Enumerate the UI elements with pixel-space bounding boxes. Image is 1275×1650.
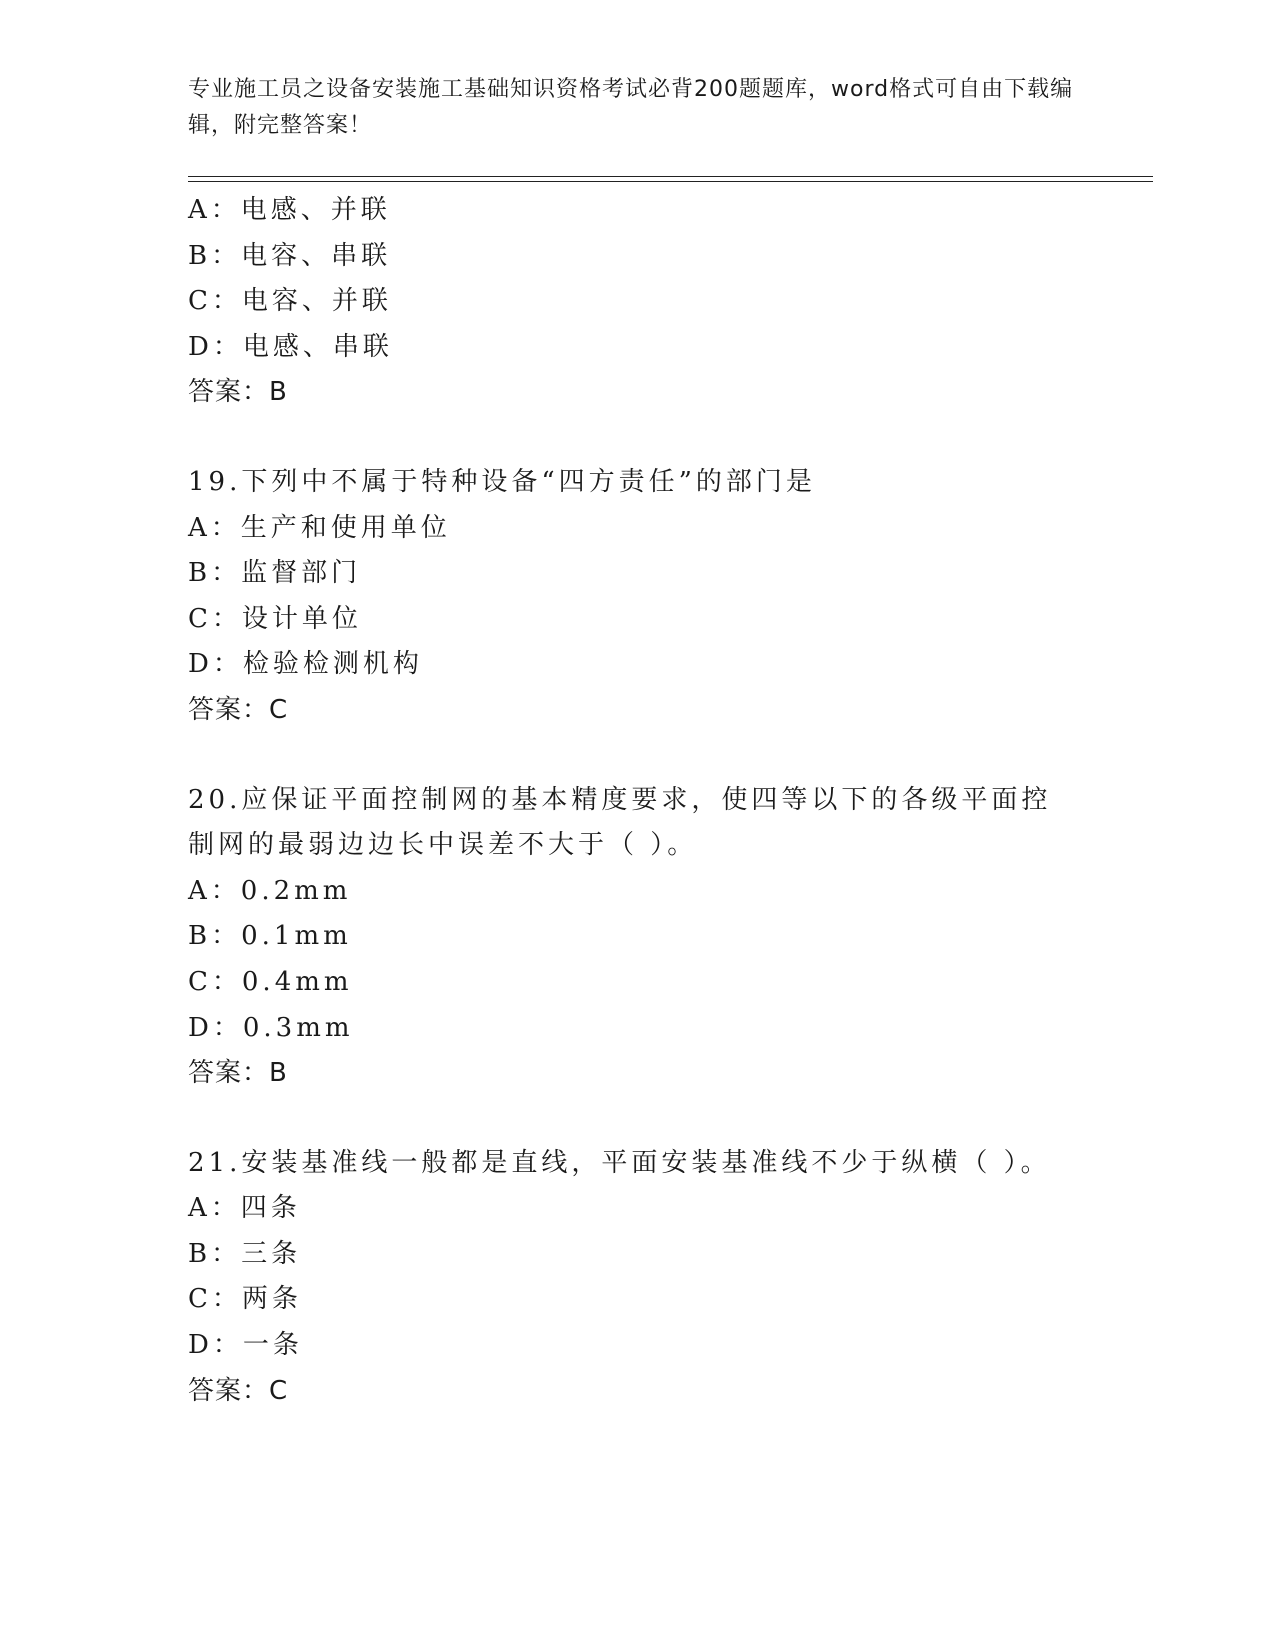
question-text: 19.下列中不属于特种设备“四方责任”的部门是 <box>188 466 816 497</box>
answer: 答案：C <box>188 694 289 725</box>
header-divider-bottom <box>188 181 1153 182</box>
option-a: A：电感、并联 <box>188 195 391 225</box>
option-b: B：三条 <box>188 1238 302 1269</box>
question-text: 21.安装基准线一般都是直线，平面安装基准线不少于纵横（ ）。 <box>188 1147 1051 1178</box>
answer: 答案：B <box>188 1058 288 1089</box>
answer: 答案：B <box>188 377 288 408</box>
question-text: 20.应保证平面控制网的基本精度要求，使四等以下的各级平面控制网的最弱边边长中误差不大于（ ）。 <box>188 784 1052 861</box>
option-c: C：电容、并联 <box>188 286 392 317</box>
option-a: A：四条 <box>188 1193 301 1224</box>
option-b: B：监督部门 <box>188 558 362 589</box>
option-c: C：设计单位 <box>188 603 362 634</box>
option-c: C：两条 <box>188 1284 302 1315</box>
question-21 <box>188 1141 1088 1415</box>
question-list <box>188 188 1088 1414</box>
option-d: D：电感、串联 <box>188 331 393 362</box>
option-b: B：电容、串联 <box>188 240 392 271</box>
option-c: C：0.4mm <box>188 966 353 997</box>
option-d: D：检验检测机构 <box>188 649 423 680</box>
question-carryover <box>188 188 1088 416</box>
document-header: 专业施工员之设备安装施工基础知识资格考试必背200题题库，word格式可自由下载编辑，附完整答案！ <box>188 77 1074 138</box>
question-19 <box>188 460 1088 734</box>
question-20 <box>188 778 1088 1097</box>
option-b: B：0.1mm <box>188 921 352 952</box>
option-d: D：一条 <box>188 1330 303 1361</box>
answer: 答案：C <box>188 1375 289 1406</box>
option-a: A：0.2mm <box>188 875 352 906</box>
option-a: A：生产和使用单位 <box>188 512 451 543</box>
header-divider-top <box>188 176 1153 177</box>
option-d: D：0.3mm <box>188 1012 354 1043</box>
